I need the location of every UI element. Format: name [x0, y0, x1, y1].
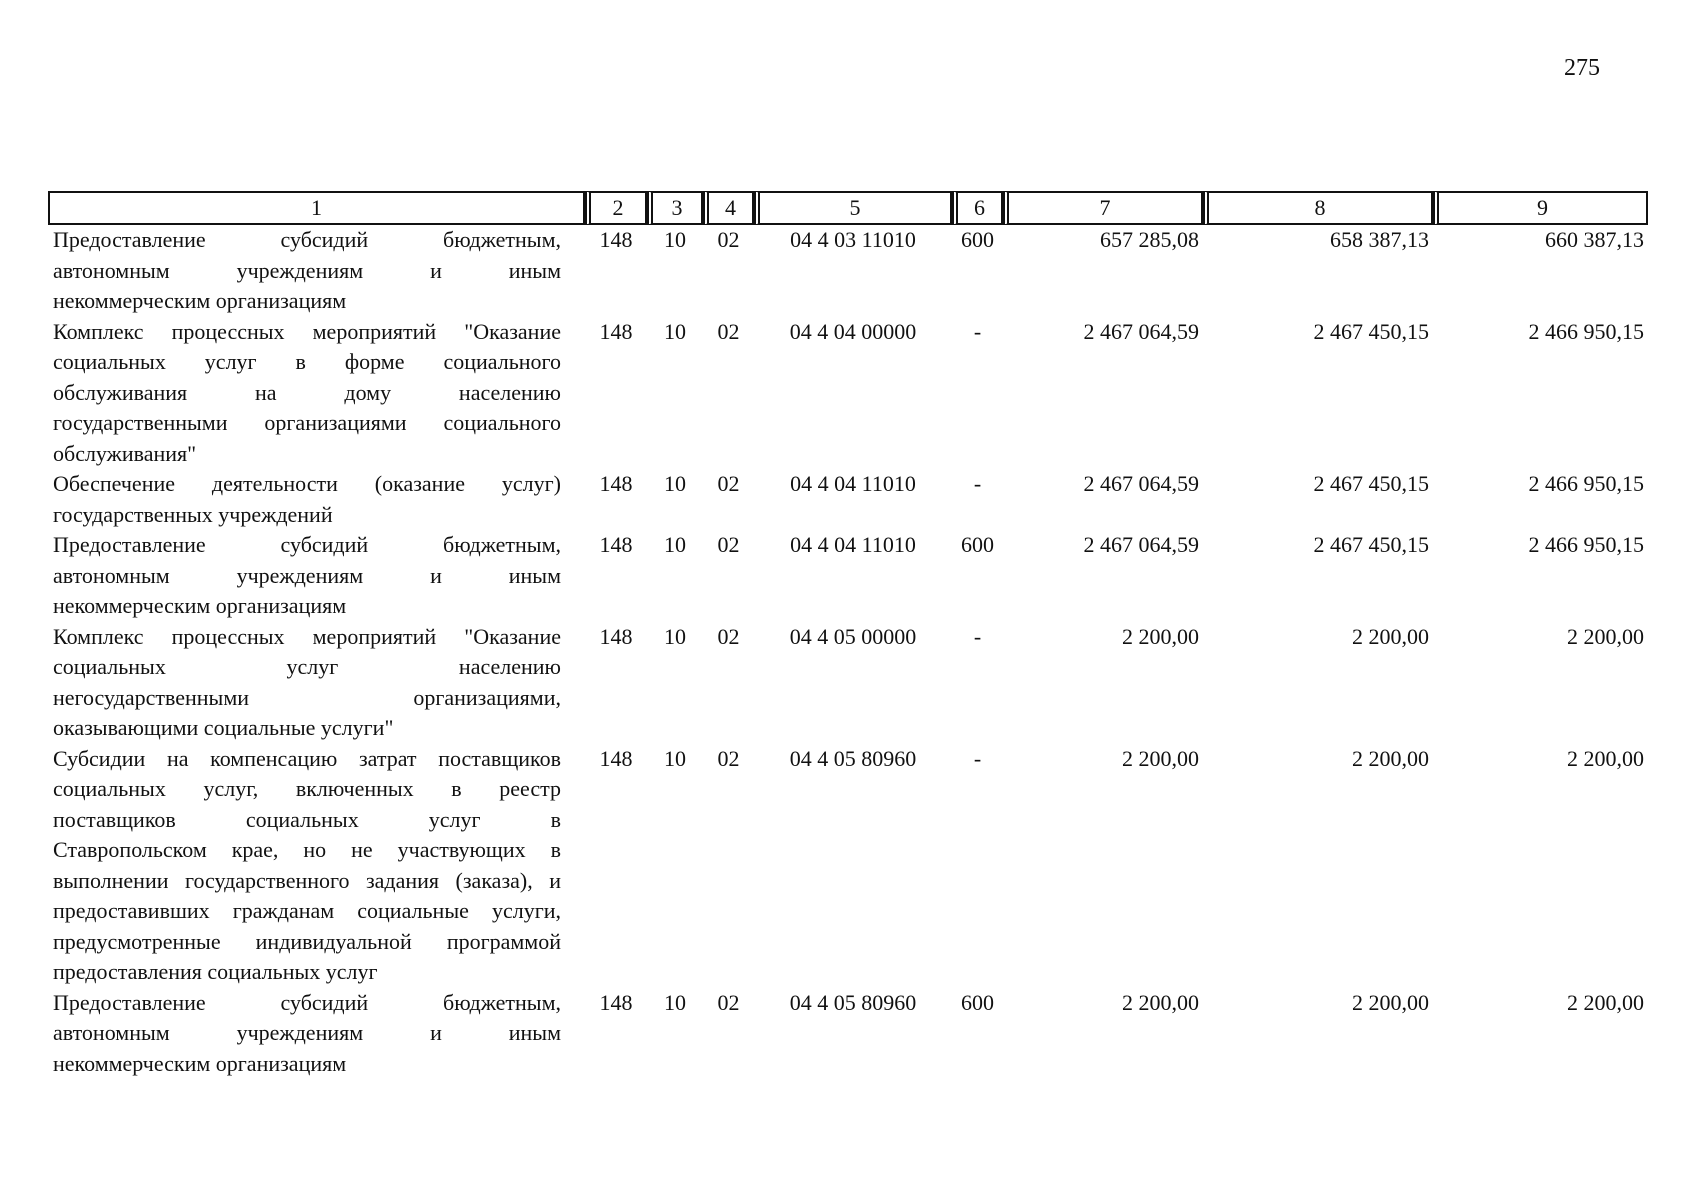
expense-type-cell: -	[973, 471, 982, 496]
description-cell	[48, 469, 585, 530]
description-line: выполнении государственного задания (заказа), и	[53, 867, 561, 893]
table-row	[48, 622, 1648, 744]
amount-cell: 2 466 950,15	[1528, 318, 1644, 344]
description-cell	[48, 317, 585, 470]
admin-code-cell: 148	[599, 989, 633, 1015]
amount-cell: 2 200,00	[1352, 745, 1429, 771]
amount-cell: 2 200,00	[1567, 745, 1644, 771]
table-row	[48, 317, 1648, 470]
section-code-cell: 10	[664, 623, 686, 649]
column-header: 1	[48, 191, 585, 225]
description-cell	[48, 530, 585, 622]
column-header: 8	[1203, 191, 1433, 225]
subsection-code-cell: 02	[717, 318, 740, 344]
section-code-cell: 10	[664, 471, 686, 496]
target-article-cell: 04 4 05 80960	[789, 989, 917, 1015]
description-line: социальных услуг в форме социального	[53, 349, 561, 374]
table-row	[48, 744, 1648, 988]
amount-cell: 2 467 064,59	[1083, 532, 1199, 557]
subsection-code-cell: 02	[717, 471, 740, 496]
admin-code-cell: 148	[599, 623, 633, 649]
admin-code-cell: 148	[599, 318, 633, 344]
description-line: обслуживания на дому населению	[53, 379, 561, 405]
description-line: Комплекс процессных мероприятий "Оказание	[53, 318, 561, 344]
amount-cell: 2 200,00	[1122, 989, 1199, 1015]
description-line: поставщиков социальных услуг в	[53, 806, 561, 832]
description-line: некоммерческим организациям	[53, 1050, 347, 1076]
amount-cell: 2 466 950,15	[1528, 471, 1644, 496]
amount-cell: 660 387,13	[1545, 227, 1644, 252]
description-line: государственных учреждений	[53, 501, 333, 527]
description-line: автономным учреждениям и иным	[53, 257, 561, 283]
description-line: автономным учреждениям и иным	[53, 1020, 561, 1045]
target-article-cell: 04 4 05 80960	[789, 745, 917, 771]
table-row	[48, 988, 1648, 1080]
description-line: Комплекс процессных мероприятий "Оказание	[53, 623, 561, 649]
amount-cell: 657 285,08	[1100, 227, 1199, 252]
subsection-code-cell: 02	[717, 227, 740, 252]
description-line: оказывающими социальные услуги"	[53, 715, 394, 740]
section-code-cell: 10	[664, 532, 686, 557]
amount-cell: 2 467 450,15	[1313, 471, 1429, 496]
description-cell	[48, 988, 585, 1080]
description-line: предусмотренные индивидуальной программой	[53, 928, 561, 954]
subsection-code-cell: 02	[717, 623, 740, 649]
amount-cell: 2 467 450,15	[1313, 532, 1429, 557]
expense-type-cell: -	[973, 745, 982, 771]
subsection-code-cell: 02	[717, 745, 740, 771]
target-article-cell: 04 4 04 11010	[790, 471, 916, 496]
table-header-row	[48, 191, 1648, 225]
amount-cell: 2 467 450,15	[1313, 318, 1429, 344]
table-body	[48, 225, 1648, 1079]
expense-type-cell: 600	[961, 989, 994, 1015]
description-cell	[48, 744, 585, 988]
section-code-cell: 10	[664, 318, 686, 344]
expense-type-cell: -	[973, 623, 982, 649]
description-line: государственными организациями социального	[53, 410, 561, 435]
amount-cell: 2 200,00	[1352, 989, 1429, 1015]
amount-cell: 2 200,00	[1122, 623, 1199, 649]
column-header: 5	[754, 191, 952, 225]
description-cell	[48, 622, 585, 744]
admin-code-cell: 148	[599, 532, 633, 557]
description-line: предоставивших гражданам социальные услуги,	[53, 898, 561, 923]
section-code-cell: 10	[664, 989, 686, 1015]
expense-type-cell: 600	[961, 532, 994, 557]
amount-cell: 2 467 064,59	[1083, 471, 1199, 496]
description-line: Предоставление субсидий бюджетным,	[53, 532, 561, 557]
column-header: 3	[647, 191, 703, 225]
target-article-cell: 04 4 04 11010	[790, 532, 916, 557]
amount-cell: 2 466 950,15	[1528, 532, 1644, 557]
description-line: предоставления социальных услуг	[53, 959, 378, 984]
admin-code-cell: 148	[599, 745, 633, 771]
budget-table	[48, 191, 1648, 1079]
column-header: 6	[952, 191, 1003, 225]
amount-cell: 2 200,00	[1122, 745, 1199, 771]
amount-cell: 2 467 064,59	[1083, 318, 1199, 344]
target-article-cell: 04 4 05 00000	[789, 623, 917, 649]
column-header: 9	[1433, 191, 1648, 225]
amount-cell: 2 200,00	[1352, 623, 1429, 649]
section-code-cell: 10	[664, 745, 686, 771]
table-row	[48, 530, 1648, 622]
target-article-cell: 04 4 03 11010	[790, 227, 916, 252]
table-row	[48, 225, 1648, 317]
amount-cell: 2 200,00	[1567, 989, 1644, 1015]
description-line: Предоставление субсидий бюджетным,	[53, 227, 561, 252]
description-line: Субсидии на компенсацию затрат поставщиков	[53, 745, 561, 771]
table-row	[48, 469, 1648, 530]
description-line: автономным учреждениям и иным	[53, 562, 561, 588]
description-line: социальных услуг населению	[53, 654, 561, 679]
description-line: некоммерческим организациям	[53, 288, 347, 313]
description-line: Предоставление субсидий бюджетным,	[53, 989, 561, 1015]
description-line: негосударственными организациями,	[53, 684, 561, 710]
admin-code-cell: 148	[599, 227, 633, 252]
expense-type-cell: -	[973, 318, 982, 344]
description-line: социальных услуг, включенных в реестр	[53, 776, 561, 801]
description-line: Ставропольском крае, но не участвующих в	[53, 837, 561, 862]
description-cell	[48, 225, 585, 317]
column-header: 7	[1003, 191, 1203, 225]
description-line: обслуживания"	[53, 440, 197, 466]
page-number: 275	[1564, 55, 1600, 81]
column-header: 4	[703, 191, 754, 225]
expense-type-cell: 600	[961, 227, 994, 252]
amount-cell: 2 200,00	[1567, 623, 1644, 649]
target-article-cell: 04 4 04 00000	[789, 318, 917, 344]
description-line: некоммерческим организациям	[53, 593, 347, 618]
description-line: Обеспечение деятельности (оказание услуг)	[53, 471, 561, 496]
subsection-code-cell: 02	[717, 989, 740, 1015]
column-header: 2	[585, 191, 647, 225]
amount-cell: 658 387,13	[1330, 227, 1429, 252]
section-code-cell: 10	[664, 227, 686, 252]
admin-code-cell: 148	[599, 471, 633, 496]
subsection-code-cell: 02	[717, 532, 740, 557]
